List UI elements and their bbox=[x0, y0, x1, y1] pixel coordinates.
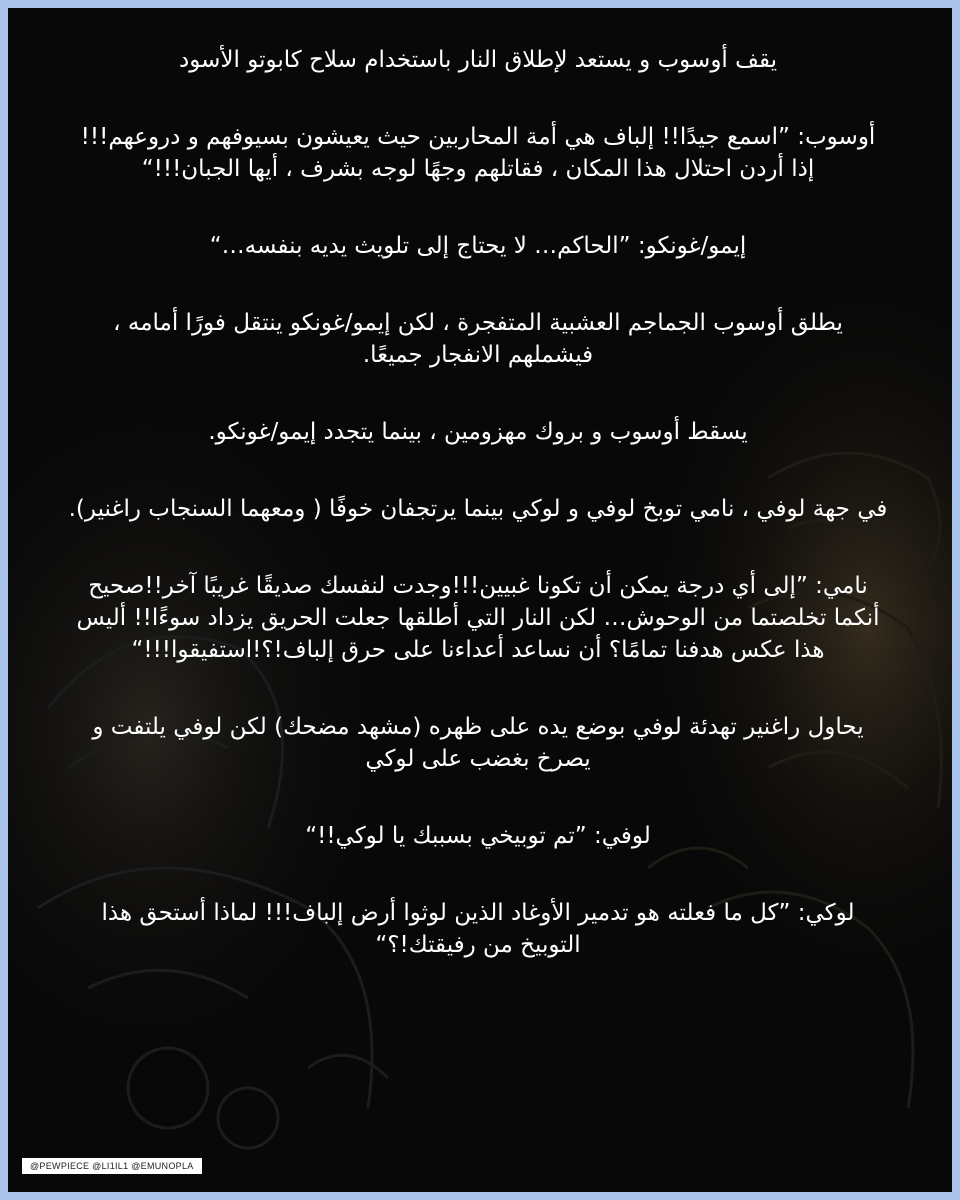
paragraph: يطلق أوسوب الجماجم العشبية المتفجرة ، لكن إيمو/غونكو ينتقل فورًا أمامه ، فيشملهم الانفجار جميعًا. bbox=[113, 310, 843, 368]
paragraph: يحاول راغنير تهدئة لوفي بوضع يده على ظهره (مشهد مضحك) لكن لوفي يلتفت و يصرخ بغضب على لوكي bbox=[92, 714, 864, 772]
paragraph: يقف أوسوب و يستعد لإطلاق النار باستخدام سلاح كابوتو الأسود bbox=[179, 47, 777, 73]
paragraph: أوسوب: ”اسمع جيدًا!! إلباف هي أمة المحاربين حيث يعيشون بسيوفهم و دروعهم!!! إذا أردن احتلال هذا المكان ، فقاتلهم وجهًا لوجه بشرف ، أيها الجبان!!!“ bbox=[80, 124, 876, 182]
paragraph: لوكي: ”كل ما فعلته هو تدمير الأوغاد الذين لوثوا أرض إلباف!!! لماذا أستحق هذا التوبيخ من رفيقتك!؟“ bbox=[101, 900, 855, 958]
credits-tag: @PEWPIECE @LI1IL1 @EMUNOPLA bbox=[22, 1158, 202, 1174]
paragraph: يسقط أوسوب و بروك مهزومين ، بينما يتجدد إيمو/غونكو. bbox=[208, 419, 748, 445]
paragraph: إيمو/غونكو: ”الحاكم… لا يحتاج إلى تلويث يديه بنفسه…“ bbox=[209, 233, 747, 259]
translation-text bbox=[68, 44, 888, 1006]
paragraph: في جهة لوفي ، نامي توبخ لوفي و لوكي بينما يرتجفان خوفًا ( ومعهما السنجاب راغنير). bbox=[68, 496, 888, 522]
content-panel bbox=[8, 8, 952, 1192]
paragraph: نامي: ”إلى أي درجة يمكن أن تكونا غبيين!!!وجدت لنفسك صديقًا غريبًا آخر!!صحيح أنكما تخلصتما من الوحوش… لكن النار التي أطلقها جعلت الحريق يزداد سوءًا!! أليس هذا عكس هدفنا تمامًا؟ أن نساعد أعداءنا على حرق إلباف!؟!استفيقوا!!!“ bbox=[76, 573, 880, 663]
paragraph: لوفي: ”تم توبيخي بسببك يا لوكي!!“ bbox=[305, 823, 651, 849]
